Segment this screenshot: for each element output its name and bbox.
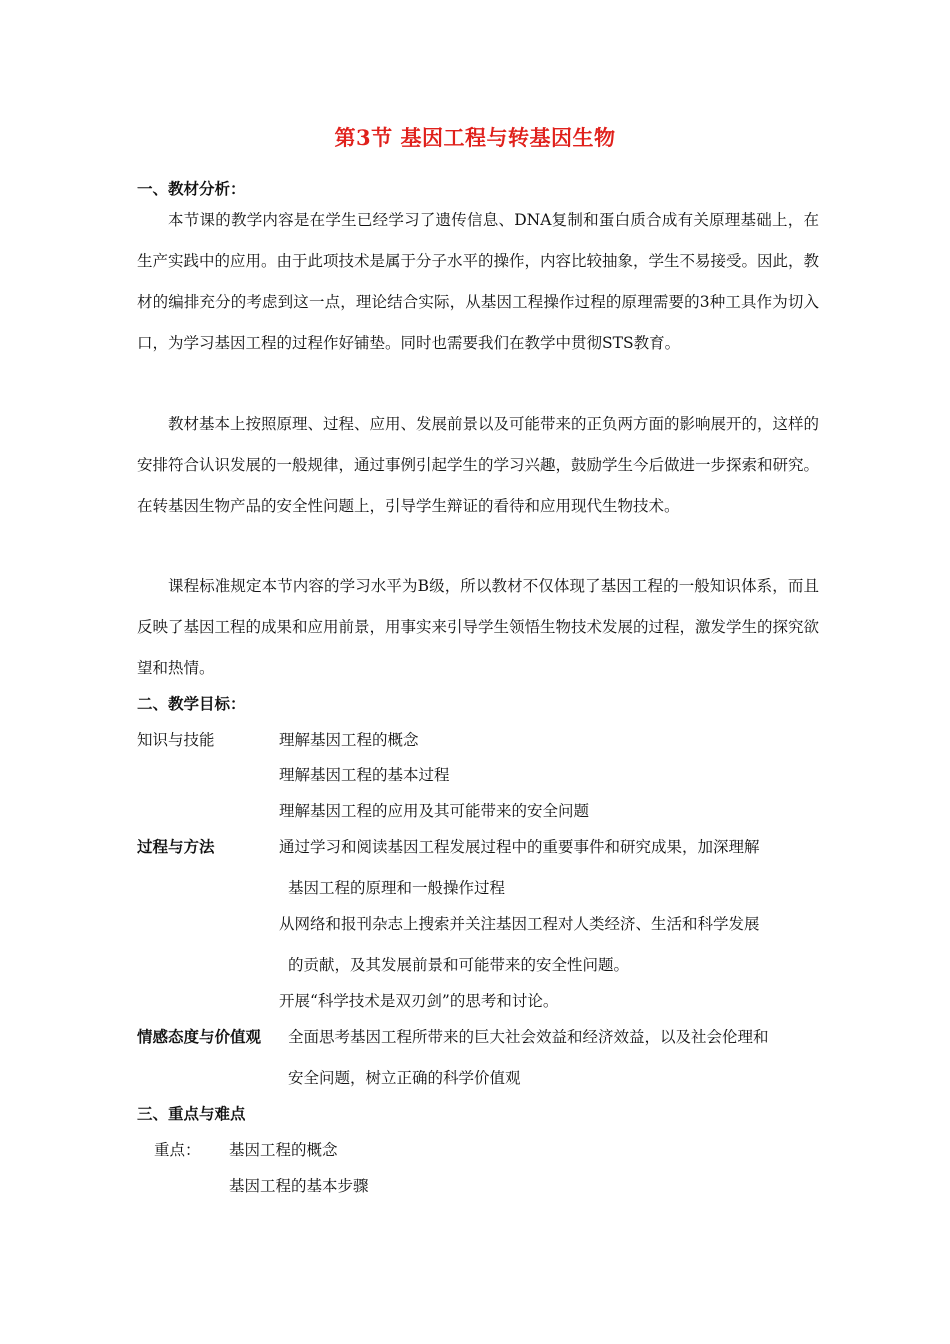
section-heading-keypoints: 三、重点与难点 — [137, 1104, 246, 1123]
process-line: 通过学习和阅读基因工程发展过程中的重要事件和研究成果，加深理解 — [279, 838, 760, 856]
analysis-paragraph-3: 课程标准规定本节内容的学习水平为B级，所以教材不仅体现了基因工程的一般知识体系，而且反映了基因工程的成果和应用前景，用事实来引导学生领悟生物技术发展的过程，激发学生的探究欲望和热情。 — [137, 577, 820, 677]
objective-label-knowledge: 知识与技能 — [137, 731, 215, 749]
section-heading-analysis: 一、教材分析： — [137, 179, 246, 198]
knowledge-item: 理解基因工程的概念 — [279, 731, 419, 749]
analysis-paragraph-2: 教材基本上按照原理、过程、应用、发展前景以及可能带来的正负两方面的影响展开的，这样的安排符合认识发展的一般规律，通过事例引起学生的学习兴趣，鼓励学生今后做进一步探索和研究。在转基因生物产品的安全性问题上，引导学生辩证的看待和应用现代生物技术。 — [137, 415, 820, 515]
document-title: 第3节 基因工程与转基因生物 — [334, 125, 616, 150]
process-line: 基因工程的原理和一般操作过程 — [288, 879, 506, 897]
knowledge-item: 理解基因工程的基本过程 — [279, 766, 450, 784]
process-line: 的贡献，及其发展前景和可能带来的安全性问题。 — [288, 956, 630, 974]
section-heading-objectives: 二、教学目标： — [137, 694, 246, 713]
knowledge-item: 理解基因工程的应用及其可能带来的安全问题 — [279, 802, 590, 820]
key-item: 基因工程的基本步骤 — [229, 1177, 369, 1195]
key-label: 重点： — [154, 1141, 201, 1159]
attitude-line: 安全问题，树立正确的科学价值观 — [288, 1069, 521, 1087]
key-item: 基因工程的概念 — [229, 1141, 338, 1159]
process-line: 开展“科学技术是双刃剑”的思考和讨论。 — [279, 992, 559, 1010]
process-line: 从网络和报刊杂志上搜索并关注基因工程对人类经济、生活和科学发展 — [279, 915, 760, 933]
objective-label-attitude: 情感态度与价值观 — [137, 1027, 262, 1046]
analysis-paragraph-1: 本节课的教学内容是在学生已经学习了遗传信息、DNA复制和蛋白质合成有关原理基础上，在生产实践中的应用。由于此项技术是属于分子水平的操作，内容比较抽象，学生不易接受。因此，教材的编排充分的考虑到这一点，理论结合实际，从基因工程操作过程的原理需要的3种工具作为切入口，为学习基因工程的过程作好铺垫。同时也需要我们在教学中贯彻STS教育。 — [137, 211, 820, 352]
objective-label-process: 过程与方法 — [137, 837, 215, 856]
attitude-line: 全面思考基因工程所带来的巨大社会效益和经济效益，以及社会伦理和 — [288, 1028, 769, 1046]
